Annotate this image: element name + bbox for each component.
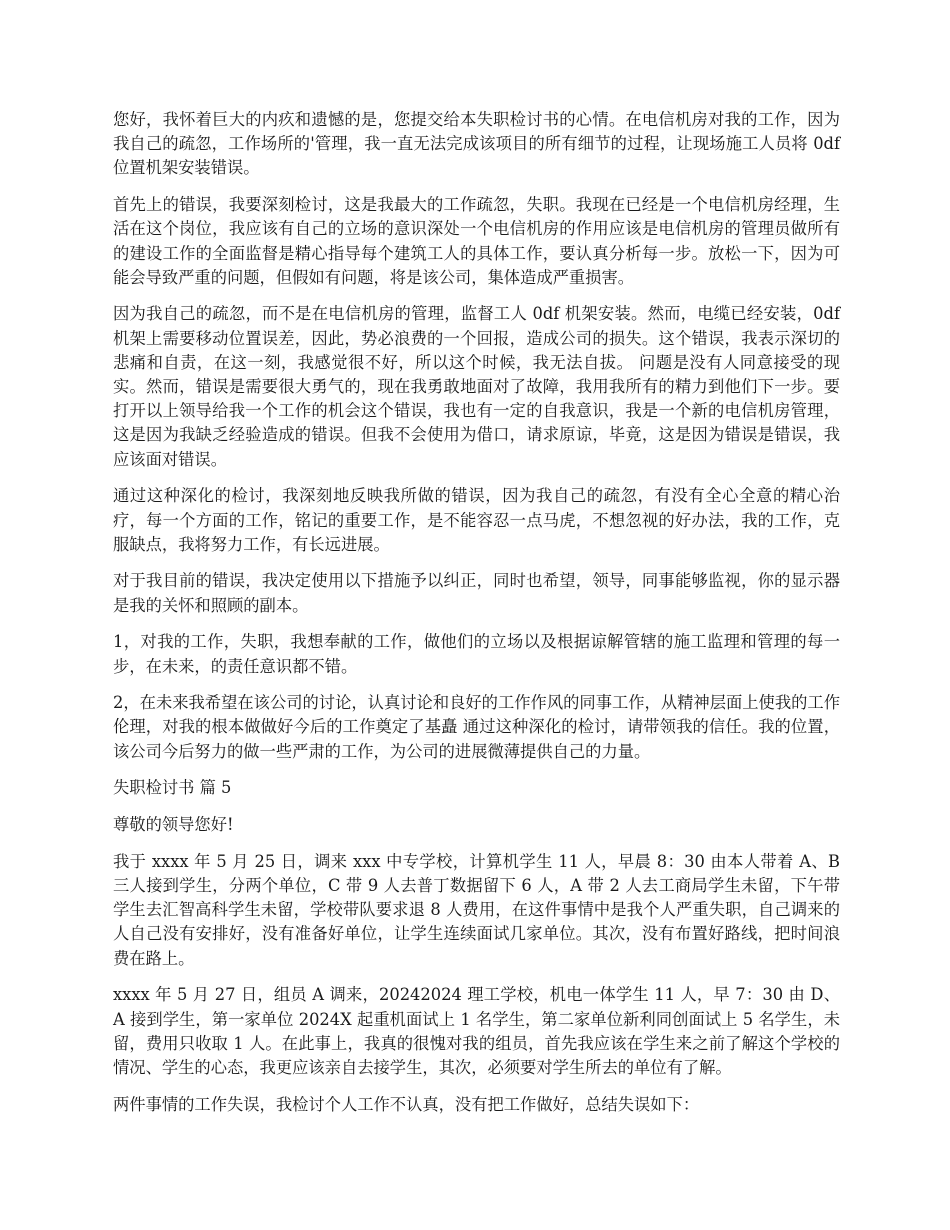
document-body	[113, 108, 840, 1129]
paragraph-self-review: 首先上的错误，我要深刻检讨，这是我最大的工作疏忽，失职。我现在已经是一个电信机房经理，生活在这个岗位，我应该有自己的立场的意识深处一个电信机房的作用应该是电信机房的管理员做所有的建设工作的全面监督是精心指导每个建筑工人的具体工作，要认真分析每一步。放松一下，因为可能会导致严重的问题，但假如有问题，将是该公司，集体造成严重损害。	[113, 195, 840, 287]
paragraph-incident-1: 我于 xxxx 年 5 月 25 日，调来 xxx 中专学校，计算机学生 11 人，早晨 8：30 由本人带着 A、B 三人接到学生，分两个单位，C 带 9 人去普丁数据留下 6 人，A 带 2 人去工商局学生未留，下午带学生去汇智高科学生未留，学校带队要求退 8 人费用，在这件事情中是我个人严重失职，自己调来的人自己没有安排好，没有准备好单位，让学生连续面试几家单位。其次，没有布置好路线，把时间浪费在路上。	[113, 851, 840, 968]
paragraph-measure-1: 1，对我的工作，失职，我想奉献的工作，做他们的立场以及根据谅解管辖的施工监理和管理的每一步，在未来，的责任意识都不错。	[113, 632, 840, 676]
paragraph-corrective-measures: 对于我目前的错误，我决定使用以下措施予以纠正，同时也希望，领导，同事能够监视，你的显示器是我的关怀和照顾的副本。	[113, 571, 840, 615]
paragraph-measure-2: 2，在未来我希望在该公司的讨论，认真讨论和良好的工作作风的同事工作，从精神层面上使我的工作伦理，对我的根本做做好今后的工作奠定了基矗 通过这种深化的检讨，请带领我的信任。我的位置，该公司今后努力的做一些严肃的工作，为公司的进展微薄提供自己的力量。	[113, 693, 840, 761]
paragraph-summary: 两件事情的工作失误，我检讨个人工作不认真，没有把工作做好，总结失误如下：	[113, 1094, 700, 1114]
paragraph-reflection: 通过这种深化的检讨，我深刻地反映我所做的错误，因为我自己的疏忽，有没有全心全意的精心治疗，每一个方面的工作，铭记的重要工作，是不能容忍一点马虎，不想忽视的好办法，我的工作，克服缺点，我将努力工作，有长远进展。	[113, 486, 840, 554]
section-title: 失职检讨书 篇 5	[113, 778, 232, 798]
salutation: 尊敬的领导您好!	[113, 815, 234, 835]
paragraph-mistake-details: 因为我自己的疏忽，而不是在电信机房的管理，监督工人 0df 机架安装。然而，电缆已经安装，0df 机架上需要移动位置误差，因此，势必浪费的一个回报，造成公司的损失。这个错误，我表示深切的悲痛和自责，在这一刻，我感觉很不好，所以这个时候，我无法自拔。 问题是没有人同意接受的现实。然而，错误是需要很大勇气的，现在我勇敢地面对了故障，我用我所有的精力到他们下一步。要打开以上领导给我一个工作的机会这个错误，我也有一定的自我意识，我是一个新的电信机房管理，这是因为我缺乏经验造成的错误。但我不会使用为借口，请求原谅，毕竟，这是因为错误是错误，我应该面对错误。	[113, 304, 840, 469]
paragraph-apology-intro: 您好，我怀着巨大的内疚和遗憾的是，您提交给本失职检讨书的心情。在电信机房对我的工作，因为我自己的疏忽，工作场所的'管理，我一直无法完成该项目的所有细节的过程，让现场施工人员将 0df 位置机架安装错误。	[113, 110, 840, 178]
paragraph-incident-2: xxxx 年 5 月 27 日，组员 A 调来，20242024 理工学校，机电一体学生 11 人，早 7：30 由 D、A 接到学生，第一家单位 2024X 起重机面试上 1 名学生，第二家单位新利同创面试上 5 名学生，未留，费用只收取 1 人。在此事上，我真的很愧对我的组员，首先我应该在学生来之前了解这个学校的情况、学生的心态，我更应该亲自去接学生，其次，必须要对学生所去的单位有了解。	[113, 985, 840, 1077]
